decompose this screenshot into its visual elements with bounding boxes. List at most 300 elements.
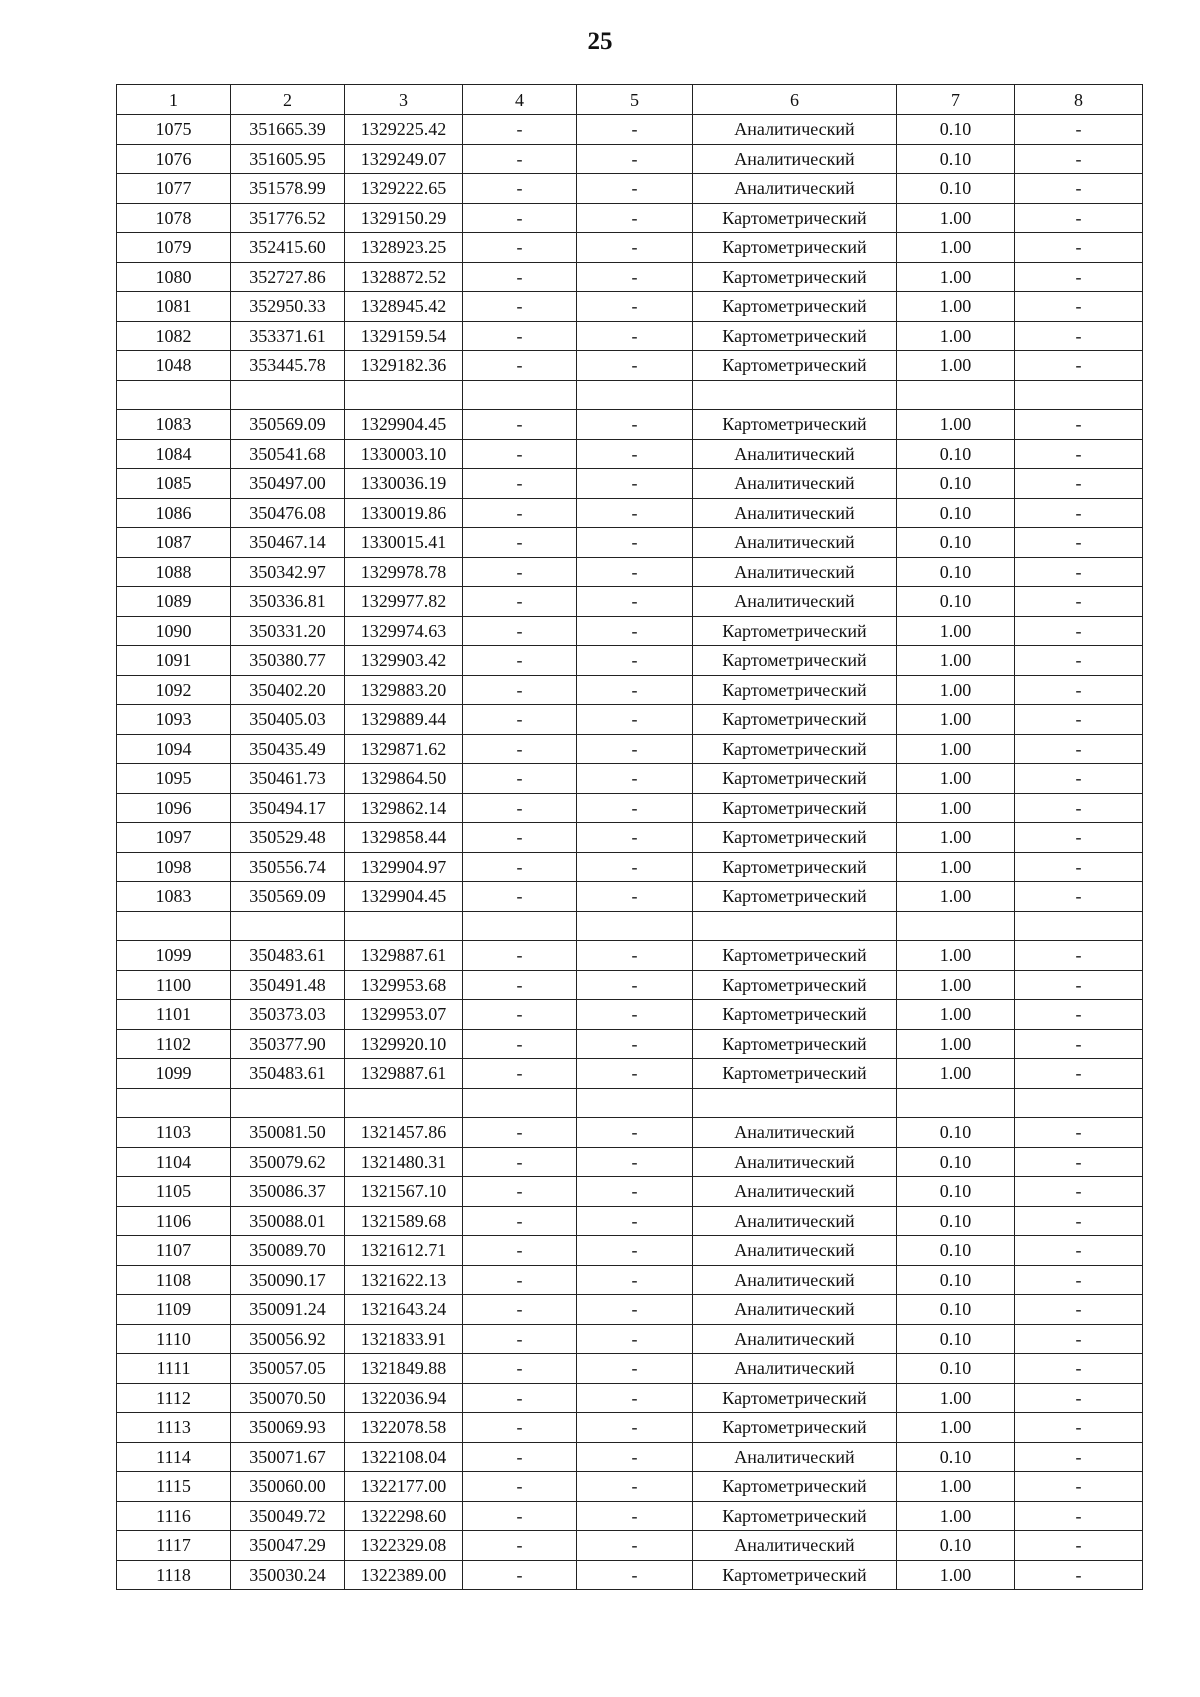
accuracy-cell: 1.00 [897, 203, 1015, 233]
column-8-cell: - [1015, 1354, 1143, 1384]
table-row [117, 292, 1143, 322]
point-number-cell: 1105 [117, 1177, 231, 1207]
table-row [117, 321, 1143, 351]
method-cell: Аналитический [693, 557, 897, 587]
y-coordinate-cell: 1329887.61 [345, 941, 463, 971]
column-5-cell: - [577, 262, 693, 292]
table-row [117, 557, 1143, 587]
column-header: 3 [345, 85, 463, 115]
accuracy-cell: 1.00 [897, 941, 1015, 971]
column-8-cell: - [1015, 1383, 1143, 1413]
y-coordinate-cell: 1329920.10 [345, 1029, 463, 1059]
table-row [117, 1059, 1143, 1089]
column-4-cell: - [463, 262, 577, 292]
method-cell: Картометрический [693, 616, 897, 646]
column-8-cell: - [1015, 882, 1143, 912]
column-header: 7 [897, 85, 1015, 115]
point-number-cell: 1077 [117, 174, 231, 204]
column-4-cell [463, 1088, 577, 1118]
point-number-cell: 1078 [117, 203, 231, 233]
column-5-cell [577, 911, 693, 941]
table-row [117, 498, 1143, 528]
column-4-cell: - [463, 793, 577, 823]
table-body [117, 115, 1143, 1590]
column-4-cell: - [463, 823, 577, 853]
accuracy-cell: 1.00 [897, 616, 1015, 646]
column-5-cell: - [577, 705, 693, 735]
x-coordinate-cell: 350483.61 [231, 1059, 345, 1089]
accuracy-cell: 1.00 [897, 1000, 1015, 1030]
point-number-cell [117, 1088, 231, 1118]
table-row [117, 705, 1143, 735]
column-4-cell: - [463, 1295, 577, 1325]
column-4-cell: - [463, 734, 577, 764]
point-number-cell: 1102 [117, 1029, 231, 1059]
y-coordinate-cell: 1329903.42 [345, 646, 463, 676]
accuracy-cell: 0.10 [897, 1354, 1015, 1384]
column-5-cell: - [577, 1354, 693, 1384]
table-row [117, 793, 1143, 823]
column-header: 8 [1015, 85, 1143, 115]
y-coordinate-cell: 1329182.36 [345, 351, 463, 381]
column-header: 2 [231, 85, 345, 115]
column-5-cell: - [577, 498, 693, 528]
column-5-cell: - [577, 528, 693, 558]
accuracy-cell: 1.00 [897, 734, 1015, 764]
y-coordinate-cell: 1329953.68 [345, 970, 463, 1000]
column-4-cell: - [463, 1177, 577, 1207]
column-4-cell: - [463, 1531, 577, 1561]
column-5-cell: - [577, 1147, 693, 1177]
method-cell: Картометрический [693, 292, 897, 322]
column-5-cell: - [577, 970, 693, 1000]
column-5-cell: - [577, 1413, 693, 1443]
y-coordinate-cell: 1329883.20 [345, 675, 463, 705]
method-cell: Картометрический [693, 1501, 897, 1531]
method-cell: Аналитический [693, 587, 897, 617]
method-cell: Картометрический [693, 1383, 897, 1413]
column-8-cell: - [1015, 1324, 1143, 1354]
point-number-cell: 1083 [117, 882, 231, 912]
accuracy-cell: 1.00 [897, 1501, 1015, 1531]
column-8-cell: - [1015, 734, 1143, 764]
column-4-cell: - [463, 115, 577, 145]
method-cell: Картометрический [693, 970, 897, 1000]
point-number-cell: 1086 [117, 498, 231, 528]
column-4-cell: - [463, 646, 577, 676]
table-row [117, 1147, 1143, 1177]
point-number-cell: 1106 [117, 1206, 231, 1236]
x-coordinate-cell [231, 380, 345, 410]
method-cell: Картометрический [693, 675, 897, 705]
column-8-cell: - [1015, 528, 1143, 558]
accuracy-cell: 0.10 [897, 1177, 1015, 1207]
column-header: 4 [463, 85, 577, 115]
table-row [117, 410, 1143, 440]
column-4-cell: - [463, 1560, 577, 1590]
point-number-cell: 1092 [117, 675, 231, 705]
y-coordinate-cell: 1328872.52 [345, 262, 463, 292]
column-8-cell [1015, 911, 1143, 941]
column-4-cell: - [463, 941, 577, 971]
y-coordinate-cell: 1329904.45 [345, 882, 463, 912]
y-coordinate-cell: 1329862.14 [345, 793, 463, 823]
x-coordinate-cell: 350071.67 [231, 1442, 345, 1472]
y-coordinate-cell: 1321612.71 [345, 1236, 463, 1266]
column-4-cell: - [463, 882, 577, 912]
accuracy-cell [897, 911, 1015, 941]
column-8-cell: - [1015, 174, 1143, 204]
table-row [117, 1324, 1143, 1354]
accuracy-cell: 0.10 [897, 469, 1015, 499]
accuracy-cell: 0.10 [897, 587, 1015, 617]
x-coordinate-cell: 351605.95 [231, 144, 345, 174]
column-5-cell: - [577, 410, 693, 440]
x-coordinate-cell: 350056.92 [231, 1324, 345, 1354]
x-coordinate-cell: 350088.01 [231, 1206, 345, 1236]
accuracy-cell: 1.00 [897, 233, 1015, 263]
table-row [117, 734, 1143, 764]
column-8-cell: - [1015, 351, 1143, 381]
column-4-cell: - [463, 1324, 577, 1354]
point-number-cell: 1118 [117, 1560, 231, 1590]
point-number-cell: 1100 [117, 970, 231, 1000]
y-coordinate-cell: 1321622.13 [345, 1265, 463, 1295]
x-coordinate-cell [231, 911, 345, 941]
column-8-cell: - [1015, 1265, 1143, 1295]
column-8-cell: - [1015, 469, 1143, 499]
method-cell: Картометрический [693, 351, 897, 381]
column-4-cell: - [463, 203, 577, 233]
table-row [117, 528, 1143, 558]
x-coordinate-cell: 350336.81 [231, 587, 345, 617]
column-5-cell: - [577, 1236, 693, 1266]
x-coordinate-cell: 350030.24 [231, 1560, 345, 1590]
method-cell: Картометрический [693, 203, 897, 233]
point-number-cell: 1083 [117, 410, 231, 440]
column-8-cell [1015, 1088, 1143, 1118]
column-5-cell: - [577, 203, 693, 233]
accuracy-cell: 1.00 [897, 705, 1015, 735]
method-cell: Аналитический [693, 1265, 897, 1295]
column-8-cell: - [1015, 646, 1143, 676]
y-coordinate-cell: 1329978.78 [345, 557, 463, 587]
column-8-cell: - [1015, 1413, 1143, 1443]
method-cell: Картометрический [693, 262, 897, 292]
method-cell: Картометрический [693, 1413, 897, 1443]
table-row [117, 1383, 1143, 1413]
table-row [117, 823, 1143, 853]
y-coordinate-cell: 1330019.86 [345, 498, 463, 528]
accuracy-cell: 1.00 [897, 823, 1015, 853]
table-row [117, 1236, 1143, 1266]
accuracy-cell: 0.10 [897, 1265, 1015, 1295]
column-4-cell: - [463, 705, 577, 735]
point-number-cell: 1080 [117, 262, 231, 292]
column-4-cell: - [463, 1000, 577, 1030]
column-4-cell: - [463, 1059, 577, 1089]
y-coordinate-cell: 1321567.10 [345, 1177, 463, 1207]
column-5-cell: - [577, 1295, 693, 1325]
point-number-cell: 1101 [117, 1000, 231, 1030]
column-header: 5 [577, 85, 693, 115]
table-row [117, 1118, 1143, 1148]
method-cell: Аналитический [693, 439, 897, 469]
point-number-cell: 1081 [117, 292, 231, 322]
column-5-cell: - [577, 852, 693, 882]
column-8-cell: - [1015, 1531, 1143, 1561]
table-row [117, 1295, 1143, 1325]
method-cell: Картометрический [693, 646, 897, 676]
column-8-cell: - [1015, 1147, 1143, 1177]
x-coordinate-cell: 350091.24 [231, 1295, 345, 1325]
column-4-cell: - [463, 410, 577, 440]
accuracy-cell: 0.10 [897, 174, 1015, 204]
table-row [117, 675, 1143, 705]
point-number-cell: 1093 [117, 705, 231, 735]
method-cell: Картометрический [693, 764, 897, 794]
x-coordinate-cell: 350069.93 [231, 1413, 345, 1443]
column-8-cell: - [1015, 203, 1143, 233]
column-5-cell: - [577, 1324, 693, 1354]
x-coordinate-cell: 350060.00 [231, 1472, 345, 1502]
y-coordinate-cell: 1322078.58 [345, 1413, 463, 1443]
method-cell: Картометрический [693, 793, 897, 823]
column-8-cell: - [1015, 1177, 1143, 1207]
accuracy-cell: 1.00 [897, 793, 1015, 823]
column-5-cell: - [577, 1442, 693, 1472]
column-5-cell: - [577, 1560, 693, 1590]
x-coordinate-cell: 350405.03 [231, 705, 345, 735]
y-coordinate-cell: 1321480.31 [345, 1147, 463, 1177]
y-coordinate-cell [345, 911, 463, 941]
x-coordinate-cell: 350435.49 [231, 734, 345, 764]
point-number-cell: 1099 [117, 941, 231, 971]
x-coordinate-cell: 350569.09 [231, 410, 345, 440]
y-coordinate-cell: 1330015.41 [345, 528, 463, 558]
accuracy-cell [897, 1088, 1015, 1118]
table-row [117, 1472, 1143, 1502]
column-8-cell: - [1015, 262, 1143, 292]
y-coordinate-cell: 1329858.44 [345, 823, 463, 853]
y-coordinate-cell: 1329887.61 [345, 1059, 463, 1089]
point-number-cell: 1088 [117, 557, 231, 587]
x-coordinate-cell: 350494.17 [231, 793, 345, 823]
method-cell: Картометрический [693, 1472, 897, 1502]
method-cell: Картометрический [693, 1029, 897, 1059]
column-5-cell: - [577, 351, 693, 381]
y-coordinate-cell: 1329904.97 [345, 852, 463, 882]
y-coordinate-cell: 1329889.44 [345, 705, 463, 735]
column-5-cell: - [577, 616, 693, 646]
column-5-cell: - [577, 321, 693, 351]
accuracy-cell: 1.00 [897, 262, 1015, 292]
method-cell: Аналитический [693, 1236, 897, 1266]
column-4-cell [463, 911, 577, 941]
column-5-cell: - [577, 1000, 693, 1030]
point-number-cell: 1079 [117, 233, 231, 263]
y-coordinate-cell: 1321849.88 [345, 1354, 463, 1384]
table-row [117, 1000, 1143, 1030]
y-coordinate-cell: 1330003.10 [345, 439, 463, 469]
method-cell: Картометрический [693, 852, 897, 882]
y-coordinate-cell: 1330036.19 [345, 469, 463, 499]
x-coordinate-cell [231, 1088, 345, 1118]
accuracy-cell: 0.10 [897, 1147, 1015, 1177]
x-coordinate-cell: 352415.60 [231, 233, 345, 263]
x-coordinate-cell: 350402.20 [231, 675, 345, 705]
table-row [117, 439, 1143, 469]
y-coordinate-cell [345, 1088, 463, 1118]
column-8-cell: - [1015, 793, 1143, 823]
table-row [117, 144, 1143, 174]
column-8-cell: - [1015, 439, 1143, 469]
column-4-cell: - [463, 1029, 577, 1059]
column-8-cell: - [1015, 321, 1143, 351]
column-8-cell: - [1015, 1206, 1143, 1236]
accuracy-cell: 1.00 [897, 1472, 1015, 1502]
column-4-cell: - [463, 764, 577, 794]
column-5-cell: - [577, 793, 693, 823]
column-8-cell: - [1015, 557, 1143, 587]
accuracy-cell: 1.00 [897, 1059, 1015, 1089]
table-spacer-row [117, 1088, 1143, 1118]
point-number-cell: 1097 [117, 823, 231, 853]
accuracy-cell: 1.00 [897, 970, 1015, 1000]
table-row [117, 1501, 1143, 1531]
accuracy-cell: 1.00 [897, 1560, 1015, 1590]
method-cell: Картометрический [693, 882, 897, 912]
point-number-cell [117, 380, 231, 410]
column-4-cell: - [463, 1118, 577, 1148]
method-cell: Аналитический [693, 1147, 897, 1177]
column-4-cell: - [463, 1383, 577, 1413]
point-number-cell: 1096 [117, 793, 231, 823]
page-number: 25 [587, 28, 613, 55]
y-coordinate-cell: 1329159.54 [345, 321, 463, 351]
column-8-cell: - [1015, 1560, 1143, 1590]
column-5-cell: - [577, 1177, 693, 1207]
method-cell: Аналитический [693, 1324, 897, 1354]
accuracy-cell: 0.10 [897, 1442, 1015, 1472]
accuracy-cell: 0.10 [897, 1118, 1015, 1148]
x-coordinate-cell: 350569.09 [231, 882, 345, 912]
y-coordinate-cell: 1321589.68 [345, 1206, 463, 1236]
point-number-cell: 1110 [117, 1324, 231, 1354]
column-4-cell: - [463, 528, 577, 558]
accuracy-cell: 1.00 [897, 764, 1015, 794]
x-coordinate-cell: 352727.86 [231, 262, 345, 292]
accuracy-cell: 0.10 [897, 1295, 1015, 1325]
table-row [117, 351, 1143, 381]
table-row [117, 1442, 1143, 1472]
column-5-cell: - [577, 646, 693, 676]
y-coordinate-cell: 1328945.42 [345, 292, 463, 322]
point-number-cell: 1076 [117, 144, 231, 174]
column-4-cell: - [463, 1354, 577, 1384]
accuracy-cell: 0.10 [897, 498, 1015, 528]
x-coordinate-cell: 350491.48 [231, 970, 345, 1000]
column-8-cell: - [1015, 115, 1143, 145]
x-coordinate-cell: 350342.97 [231, 557, 345, 587]
method-cell: Аналитический [693, 1354, 897, 1384]
table-row [117, 852, 1143, 882]
point-number-cell: 1114 [117, 1442, 231, 1472]
table-row [117, 970, 1143, 1000]
table-row [117, 1265, 1143, 1295]
x-coordinate-cell: 350541.68 [231, 439, 345, 469]
column-8-cell: - [1015, 1059, 1143, 1089]
point-number-cell: 1117 [117, 1531, 231, 1561]
column-5-cell: - [577, 1029, 693, 1059]
point-number-cell [117, 911, 231, 941]
table-row [117, 1560, 1143, 1590]
column-5-cell: - [577, 941, 693, 971]
method-cell: Картометрический [693, 1000, 897, 1030]
accuracy-cell: 1.00 [897, 292, 1015, 322]
column-8-cell: - [1015, 852, 1143, 882]
point-number-cell: 1108 [117, 1265, 231, 1295]
point-number-cell: 1084 [117, 439, 231, 469]
y-coordinate-cell: 1322177.00 [345, 1472, 463, 1502]
column-4-cell: - [463, 498, 577, 528]
point-number-cell: 1104 [117, 1147, 231, 1177]
table-row [117, 882, 1143, 912]
method-cell: Аналитический [693, 1295, 897, 1325]
x-coordinate-cell: 350049.72 [231, 1501, 345, 1531]
y-coordinate-cell: 1329864.50 [345, 764, 463, 794]
table-row [117, 1206, 1143, 1236]
method-cell: Картометрический [693, 705, 897, 735]
column-8-cell: - [1015, 587, 1143, 617]
y-coordinate-cell: 1329222.65 [345, 174, 463, 204]
x-coordinate-cell: 350497.00 [231, 469, 345, 499]
x-coordinate-cell: 350090.17 [231, 1265, 345, 1295]
column-8-cell: - [1015, 233, 1143, 263]
method-cell: Картометрический [693, 1560, 897, 1590]
method-cell: Аналитический [693, 1118, 897, 1148]
y-coordinate-cell: 1322389.00 [345, 1560, 463, 1590]
method-cell: Аналитический [693, 469, 897, 499]
column-5-cell [577, 1088, 693, 1118]
x-coordinate-cell: 350086.37 [231, 1177, 345, 1207]
column-4-cell: - [463, 1265, 577, 1295]
x-coordinate-cell: 350380.77 [231, 646, 345, 676]
method-cell [693, 1088, 897, 1118]
column-4-cell: - [463, 321, 577, 351]
point-number-cell: 1048 [117, 351, 231, 381]
table-row [117, 1531, 1143, 1561]
table-row [117, 203, 1143, 233]
column-4-cell [463, 380, 577, 410]
column-4-cell: - [463, 1501, 577, 1531]
table-row [117, 616, 1143, 646]
table-row [117, 646, 1143, 676]
accuracy-cell: 0.10 [897, 557, 1015, 587]
column-8-cell: - [1015, 1000, 1143, 1030]
column-5-cell: - [577, 882, 693, 912]
column-8-cell [1015, 380, 1143, 410]
table-row [117, 587, 1143, 617]
x-coordinate-cell: 351776.52 [231, 203, 345, 233]
method-cell: Картометрический [693, 410, 897, 440]
column-5-cell: - [577, 1383, 693, 1413]
y-coordinate-cell: 1322329.08 [345, 1531, 463, 1561]
y-coordinate-cell: 1329225.42 [345, 115, 463, 145]
coordinates-table [116, 84, 1143, 1590]
method-cell: Картометрический [693, 941, 897, 971]
point-number-cell: 1116 [117, 1501, 231, 1531]
